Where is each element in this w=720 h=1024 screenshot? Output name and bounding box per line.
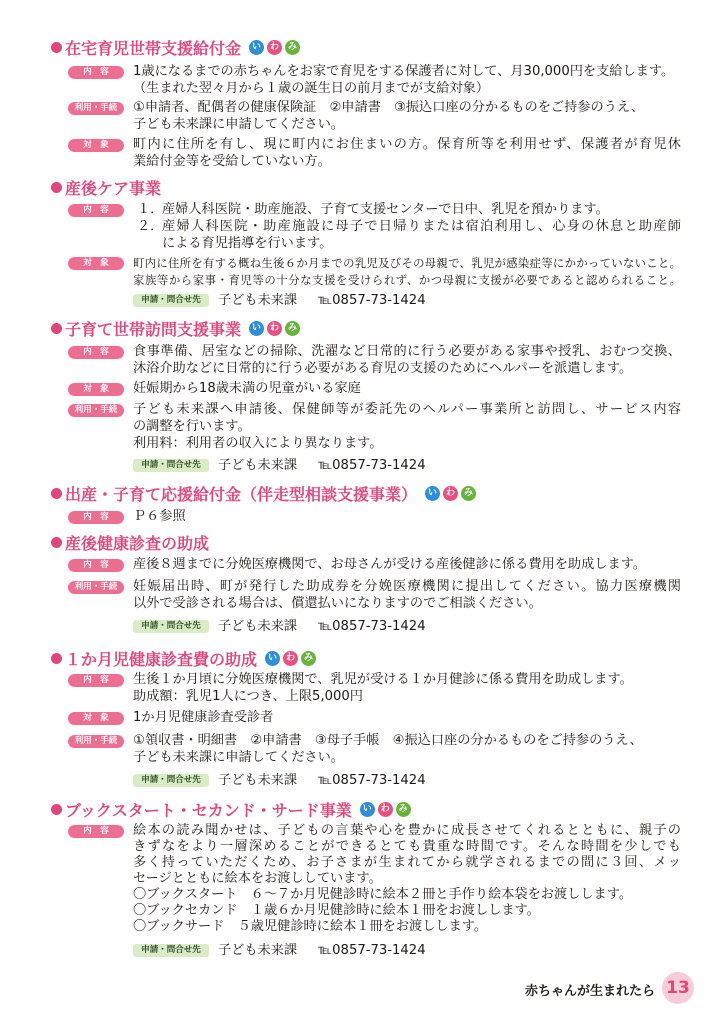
page-number: 13	[662, 972, 694, 1004]
text-line: の調整を行います。	[133, 418, 251, 434]
usage-row	[68, 579, 688, 611]
text-line: セージとともに絵本をお渡ししています。	[133, 871, 382, 886]
list-item	[133, 202, 681, 219]
contact-tel: ℡0857-73-1424	[318, 619, 426, 634]
usage-label: 利用・手続	[68, 404, 124, 417]
text-line: 町内に住所を有し、現に町内にお住まいの方。保育所等を利用せず、保護者が育児休	[133, 137, 681, 152]
content-row	[68, 509, 688, 526]
badge-char: わ	[266, 320, 283, 337]
footer-title: 赤ちゃんが生まれたら	[524, 984, 655, 999]
content-text	[133, 823, 681, 935]
text-line: 〇ブックセカンド １歳６か月児健診時に絵本１冊をお渡しします。	[133, 903, 540, 918]
text-line: 1歳になるまでの赤ちゃんをお家で育児をする保護者に対して、月30,000円を支給します。	[133, 64, 675, 79]
section-heading	[51, 799, 413, 819]
content-label: 内 容	[68, 346, 124, 359]
contact-tel: ℡0857-73-1424	[318, 293, 426, 308]
text-line: 利用料：利用者の収入により異なります。	[133, 435, 383, 451]
content-row	[68, 557, 688, 574]
badge-char: み	[300, 650, 317, 667]
contact-row	[133, 772, 553, 789]
contact-label: 申請・問合せ先	[133, 294, 209, 307]
bullet-icon	[51, 537, 62, 548]
text-line: 産後８週までに分娩医療機関で、お母さんが受ける産後健診に係る費用を助成します。	[133, 557, 646, 572]
section-title: 産後ケア事業	[65, 178, 162, 198]
iwami-badge-icon	[248, 320, 302, 337]
section-title: ブックスタート・セカンド・サード事業	[65, 800, 352, 820]
bullet-icon	[51, 804, 62, 815]
list-item	[133, 219, 681, 253]
text-line: 〇ブックサード ５歳児健診時に絵本１冊をお渡しします。	[133, 919, 488, 934]
iwami-badge-icon	[359, 801, 413, 818]
target-row	[68, 137, 688, 169]
text-line: 産婦人科医院・助産施設に母子で日帰りまたは宿泊利用し、心身の休息と助産師	[162, 218, 681, 234]
usage-row	[68, 100, 688, 132]
text-line: 沐浴介助などに日常的に行う必要がある育児の支援のためにヘルパーを派遣します。	[133, 360, 633, 376]
iwami-badge-icon	[248, 39, 302, 56]
badge-char: み	[284, 320, 301, 337]
target-text	[133, 381, 681, 398]
badge-char: い	[424, 485, 441, 502]
text-line: 産婦人科医院・助産施設、子育て支援センターで日中、乳児を預かります。	[162, 202, 609, 217]
bullet-icon	[51, 182, 62, 193]
contact-tel: ℡0857-73-1424	[318, 458, 426, 473]
contact-row	[133, 618, 553, 635]
text-line: 食事準備、居室などの掃除、洗濯など日常的に行う必要がある家事や授乳、おむつ交換、	[133, 344, 681, 359]
usage-text	[133, 100, 681, 134]
content-text	[133, 202, 681, 252]
contact-label: 申請・問合せ先	[133, 944, 209, 957]
badge-char: い	[248, 39, 265, 56]
target-text	[133, 710, 681, 727]
text-line: 子ども未来課に申請してください。	[133, 116, 344, 132]
usage-text	[133, 579, 681, 613]
content-label: 内 容	[68, 674, 124, 687]
usage-label: 利用・手続	[68, 581, 124, 594]
contact-label: 申請・問合せ先	[133, 459, 209, 472]
usage-label: 利用・手続	[68, 735, 124, 748]
section-heading	[51, 177, 161, 197]
badge-char: い	[359, 801, 376, 818]
contact-dept: 子ども未来課	[218, 619, 298, 634]
section-heading	[51, 37, 302, 57]
usage-text	[133, 733, 681, 767]
text-line: 業給付金等を受給していない方。	[133, 153, 331, 169]
badge-char: わ	[377, 801, 394, 818]
content-text	[133, 509, 681, 526]
section-title: 在宅育児世帯支援給付金	[65, 38, 242, 58]
text-line: 妊娠期から18歳未満の児童がいる家庭	[133, 381, 361, 396]
text-line: 生後１か月頃に分娩医療機関で、乳児が受ける１か月健診に係る費用を助成します。	[133, 672, 633, 687]
text-line: 絵本の読み聞かせは、子どもの言葉や心を豊かに成長させてくれるとともに、親子の	[133, 823, 681, 838]
badge-char: い	[264, 650, 281, 667]
bullet-icon	[51, 42, 62, 53]
usage-row	[68, 733, 688, 765]
contact-row	[133, 942, 553, 959]
text-line: 多く持っていただくため、お子さまが生まれてから就学されるまでの間に３回、メッ	[133, 855, 681, 870]
section-title: 産後健康診査の助成	[65, 533, 210, 553]
target-label: 対 象	[68, 139, 124, 152]
content-label: 内 容	[68, 825, 124, 838]
content-row	[68, 823, 688, 934]
text-line: 家族等から家事・育児等の十分な支援を受けられず、かつ母親に支援が必要であると認められること。	[133, 273, 681, 287]
text-line: 以外で受診される場合は、償還払いになりますのでご相談ください。	[133, 595, 542, 611]
section-heading	[51, 648, 318, 668]
contact-label: 申請・問合せ先	[133, 620, 209, 633]
content-label: 内 容	[68, 511, 124, 524]
contact-row	[133, 457, 553, 474]
text-line: 助成額：乳児1人につき、上限5,000円	[133, 688, 363, 704]
content-text	[133, 672, 681, 706]
text-line: 〇ブックスタート ６～７か月児健診時に絵本２冊と手作り絵本袋をお渡しします。	[133, 887, 633, 902]
content-label: 内 容	[68, 66, 124, 79]
text-line: 子ども未来課に申請してください。	[133, 749, 344, 765]
section-heading	[51, 483, 478, 503]
contact-label: 申請・問合せ先	[133, 774, 209, 787]
iwami-badge-icon	[264, 650, 318, 667]
section-title: 出産・子育て応援給付金（伴走型相談支援事業）	[65, 484, 418, 504]
section-heading	[51, 318, 302, 338]
target-label: 対 象	[68, 257, 124, 270]
bullet-icon	[51, 323, 62, 334]
content-label: 内 容	[68, 559, 124, 572]
usage-text	[133, 402, 681, 452]
text-line: 町内に住所を有する概ね生後６か月までの乳児及びその母親で、乳児が感染症等にかかっていないこと。	[133, 256, 681, 270]
text-line: （生まれた翌々月から１歳の誕生日の前月までが支給対象）	[133, 80, 490, 96]
target-label: 対 象	[68, 383, 124, 396]
contact-row	[133, 292, 553, 309]
target-row	[68, 381, 688, 398]
iwami-badge-icon	[424, 485, 478, 502]
contact-dept: 子ども未来課	[218, 458, 298, 473]
text-line: ①領収書・明細書 ②申請書 ③母子手帳 ④振込口座の分かるものをご持参のうえ、	[133, 733, 643, 748]
text-line: による育児指導を行います。	[162, 235, 333, 251]
badge-char: わ	[442, 485, 459, 502]
target-text	[133, 137, 681, 171]
target-row	[68, 255, 688, 287]
badge-char: み	[460, 485, 477, 502]
text-line: Ｐ６参照	[133, 509, 186, 524]
usage-row	[68, 402, 688, 451]
target-row	[68, 710, 688, 727]
section-title: 子育て世帯訪問支援事業	[65, 319, 242, 339]
target-text	[133, 255, 681, 289]
section-heading	[51, 532, 209, 552]
content-row	[68, 202, 688, 251]
text-line: ①申請者、配偶者の健康保険証 ②申請書 ③振込口座の分かるものをご持参のうえ、	[133, 100, 645, 115]
content-row	[68, 64, 688, 96]
badge-char: み	[395, 801, 412, 818]
bullet-icon	[51, 653, 62, 664]
text-line: 妊娠届出時、町が発行した助成券を分娩医療機関に提出してください。協力医療機関	[133, 579, 681, 594]
target-label: 対 象	[68, 712, 124, 725]
badge-char: わ	[282, 650, 299, 667]
content-label: 内 容	[68, 204, 124, 217]
badge-char: わ	[266, 39, 283, 56]
item-number: ２．	[137, 218, 164, 234]
item-number: １．	[137, 202, 164, 217]
usage-label: 利用・手続	[68, 102, 124, 115]
text-line: 1か月児健康診査受診者	[133, 710, 274, 725]
section-title: １か月児健康診査費の助成	[65, 649, 258, 669]
text-line: 子ども未来課へ申請後、保健師等が委託先のヘルパー事業所と訪問し、サービス内容	[133, 402, 681, 417]
contact-dept: 子ども未来課	[218, 773, 298, 788]
content-row	[68, 672, 688, 704]
contact-dept: 子ども未来課	[218, 943, 298, 958]
contact-dept: 子ども未来課	[218, 293, 298, 308]
badge-char: み	[284, 39, 301, 56]
contact-tel: ℡0857-73-1424	[318, 773, 426, 788]
content-text	[133, 64, 681, 98]
badge-char: い	[248, 320, 265, 337]
text-line: きずなをより一層深めることができるとても貴重な時間です。そんな時間を少しでも	[133, 839, 681, 854]
content-row	[68, 344, 688, 376]
content-text	[133, 344, 681, 378]
contact-tel: ℡0857-73-1424	[318, 943, 426, 958]
bullet-icon	[51, 488, 62, 499]
content-text	[133, 557, 681, 574]
